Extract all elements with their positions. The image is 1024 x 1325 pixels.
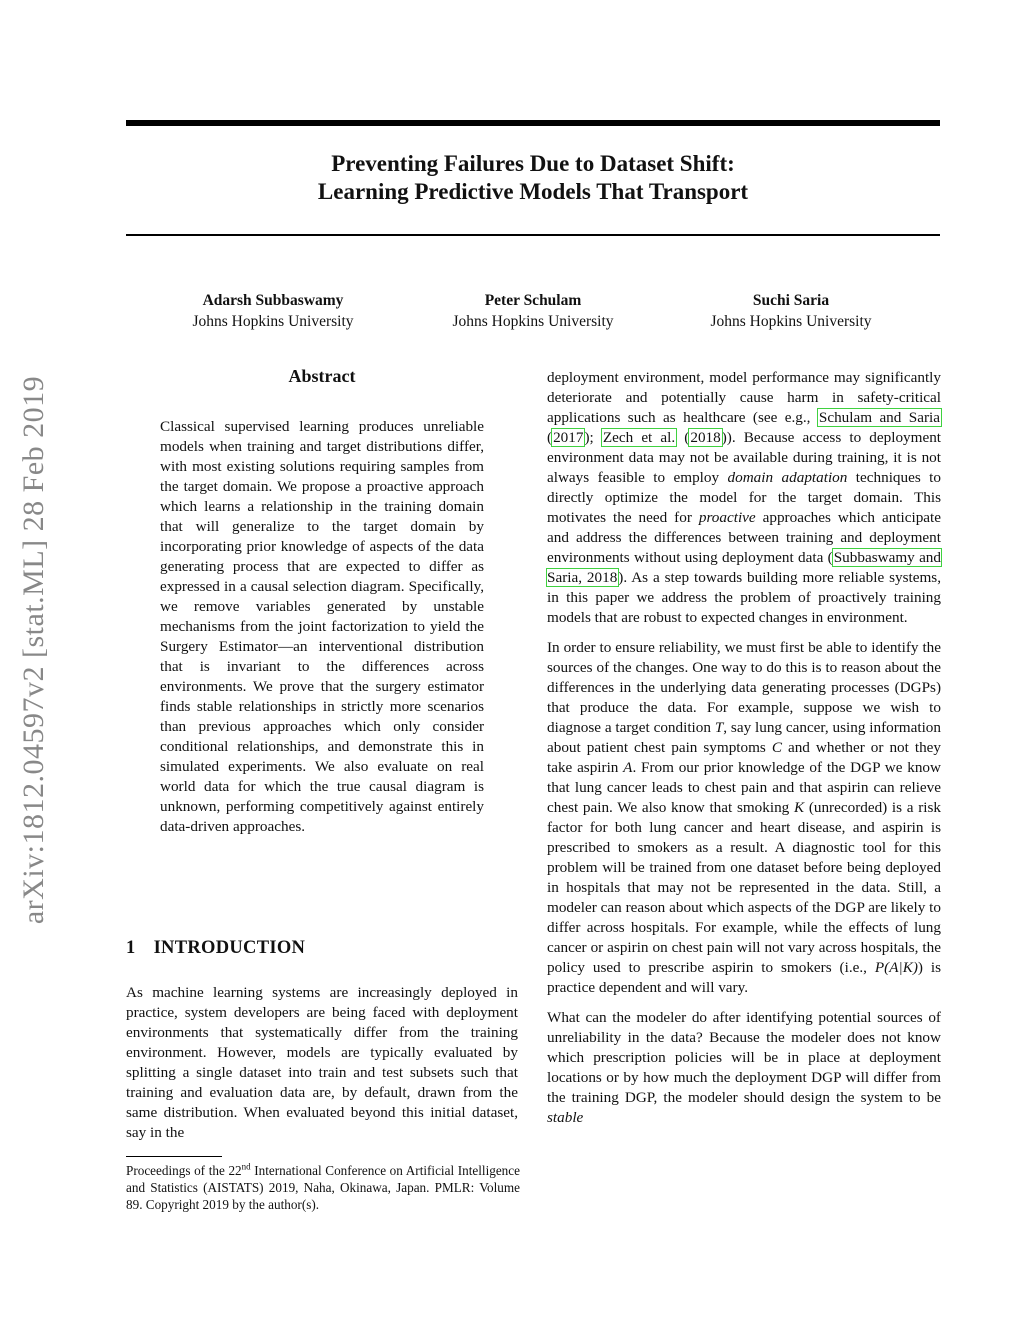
author-name: Peter Schulam [484,292,582,309]
section-heading [126,938,323,959]
author-2 [403,290,663,332]
footnote: Proceedings of the 22nd International Conference on Artificial Intelligence and Statistics (AISTATS) 2019, Naha, Okinawa, Japan. PMLR: Volume 89. Copyright 2019 by the author(s). [126,1161,520,1212]
citation-link[interactable]: Subbaswamy and Saria, 2018 [547,549,941,586]
right-paragraph-3: What can the modeler do after identifying potential sources of unreliability in the data? Because the modeler does not know which prescription policies will be in place at deployment locations or by how much the deployment DGP will differ from the training DGP, the modeler should design the system to be stable [547,1009,941,1126]
intro-paragraph: As machine learning systems are increasingly deployed in practice, system developers are being faced with deployment environments that systematically differ from the training environment. However, models are typically evaluated by splitting a single dataset into train and test subsets such that training and evaluation data are, by default, drawn from the same distribution. When evaluated beyond this initial dataset, say in the [126,984,518,1141]
citation-year-link[interactable]: 2018 [690,429,721,446]
section-number: 1 [126,938,136,958]
right-paragraph-2: In order to ensure reliability, we must first be able to identify the sources of the changes. One way to do this is to reason about the differences in the underlying data generating processes (DGPs) that produce the data. For example, suppose we wish to diagnose a target condition T, say lung cancer, using information about patient chest pain symptoms C and whether or not they take aspirin A. From our prior knowledge of the DGP we know that lung cancer leads to chest pain and that aspirin can relieve chest pain. We also know that smoking K (unrecorded) is a risk factor for both lung cancer and heart disease, and aspirin is prescribed to smokers as a result. A diagnostic tool for this problem will be trained from one dataset before being deployed in hospitals that may not be represented in the data. Still, a modeler can reason about which aspects of the DGP are likely to differ across hospitals. For example, while the effects of lung cancer or aspirin on chest pain will not vary across hospitals, the policy used to prescribe aspirin to smokers (i.e., P(A|K)) is practice dependent and will vary. [547,639,942,996]
citation-link[interactable]: Zech et al. [602,429,676,446]
author-1 [143,290,403,332]
title-bottom-rule [126,234,940,236]
paper-title [126,150,940,206]
author-name: Suchi Saria [752,292,830,309]
title-top-rule [126,120,940,126]
citation-year-link[interactable]: 2017 [553,429,584,446]
author-affiliation: Johns Hopkins University [192,313,354,330]
citation-link[interactable]: Schulam and Saria [818,409,940,426]
author-affiliation: Johns Hopkins University [452,313,614,330]
author-affiliation: Johns Hopkins University [710,313,872,330]
section-title: INTRODUCTION [153,938,306,958]
abstract-body: Classical supervised learning produces unreliable models when training and target distributions differ, with most existing solutions requiring samples from the target domain. We propose a proactive approach which learns a relationship in the training domain that will generalize to the target domain by incorporating prior knowledge of aspects of the data generating process that are expected to differ as expressed in a causal selection diagram. Specifically, we remove variables generated by unstable mechanisms from the joint factorization to yield the Surgery Estimator—an interventional distribution that is invariant to the differences across environments. We prove that the surgery estimator finds stable relationships in strictly more scenarios than previous approaches which only consider conditional relationships, and demonstrate this in simulated experiments. We also evaluate on real world data for which the true causal diagram is unknown, performing competitively against entirely data-driven approaches. [160,418,484,835]
author-name: Adarsh Subbaswamy [202,292,344,309]
title-line-1: Preventing Failures Due to Dataset Shift: [331,151,735,176]
arxiv-identifier: arXiv:1812.04597v2 [stat.ML] 28 Feb 2019 [17,375,50,925]
abstract-heading: Abstract [288,366,356,386]
author-3 [661,290,921,332]
footnote-rule [126,1156,222,1157]
right-paragraph-1: deployment environment, model performance may significantly deteriorate and potentially cause harm in safety-critical applications such as healthcare (see e.g., Schulam and Saria (2017); Zech et al. (2018)). Because access to deployment environment data may not be available during training, it is not always feasible to employ domain adaptation techniques to directly optimize the model for the target domain. This motivates the need for proactive approaches which anticipate and address the differences between training and deployment environments without using deployment data (Subbaswamy and Saria, 2018). As a step towards building more reliable systems, in this paper we address the problem of proactively training models that are robust to expected changes in environment. [547,369,942,626]
title-line-2: Learning Predictive Models That Transport [317,179,749,204]
right-column [547,368,941,1138]
